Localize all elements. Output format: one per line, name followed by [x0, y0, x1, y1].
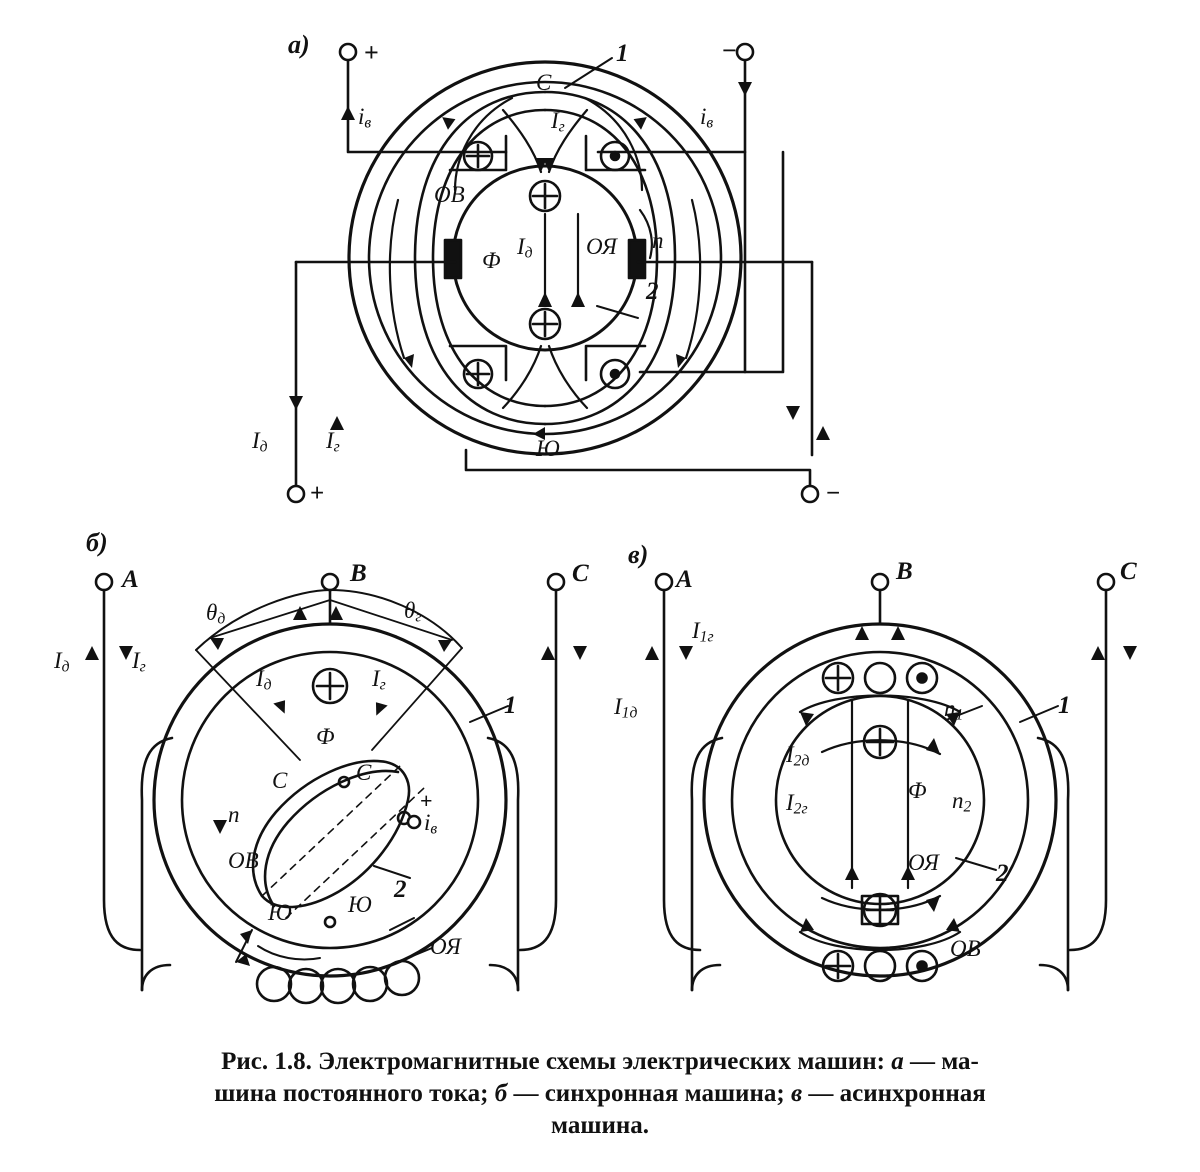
- panel-b-label-plus: +: [420, 788, 433, 813]
- panel-v-label-n1: $n_1$: [944, 696, 964, 724]
- caption-mark-a: а: [891, 1048, 904, 1075]
- panel-v-label-n2: $n_2$: [952, 788, 972, 816]
- panel-b-drawing: [85, 574, 587, 1003]
- panel-a-label-c: С: [536, 70, 552, 95]
- caption-line3: машина.: [550, 1112, 650, 1139]
- panel-b-label-theta-d: $\theta_д$: [206, 600, 226, 628]
- panel-b-label-ig-rotor: $I_г$: [372, 666, 386, 694]
- panel-a-label-n: n: [652, 228, 664, 253]
- panel-a-label-flux: $I_д$: [517, 234, 533, 262]
- panel-b-label-2: 2: [394, 876, 407, 903]
- panel-b-label-id-rotor: $I_д$: [256, 666, 272, 694]
- panel-v-label-2: 2: [996, 860, 1009, 887]
- caption-b-text: — синхронная машина;: [507, 1080, 791, 1107]
- panel-b-label-yu1: Ю: [268, 900, 292, 925]
- caption-line2-prefix: шина постоянного тока;: [214, 1080, 495, 1107]
- caption-line1-prefix: Рис. 1.8. Электромагнитные схемы электрических машин:: [221, 1048, 892, 1075]
- panel-v-label-ov: ОВ: [950, 936, 981, 961]
- panel-a-terminal-minus-top: −: [722, 36, 737, 65]
- panel-b-label-c2: С: [356, 760, 372, 785]
- panel-b-label-n: n: [228, 802, 240, 827]
- panel-v-label-oya: ОЯ: [908, 850, 939, 875]
- panel-b-label-1: 1: [504, 692, 517, 719]
- panel-v-terminal-c: С: [1120, 558, 1137, 585]
- panel-b-terminal-a: А: [122, 566, 139, 593]
- panel-b-terminal-b: В: [350, 560, 367, 587]
- panel-b-label-theta-g: $\theta_г$: [404, 598, 422, 626]
- panel-b-label-c1: С: [272, 768, 288, 793]
- panel-a-terminal-minus-bottom: −: [826, 480, 841, 507]
- caption-a-text: — ма-: [903, 1048, 979, 1075]
- panel-a-label-oya: ОЯ: [586, 234, 617, 259]
- panel-a-label-id-bottom: $I_д$: [252, 428, 268, 456]
- panel-v-terminal-b: В: [896, 558, 913, 585]
- panel-a-label-ov: ОВ: [434, 182, 465, 207]
- panel-a-label-iv-left: $i_в$: [358, 104, 372, 132]
- panel-v-label-flux: Ф: [908, 778, 927, 803]
- panel-v-drawing: [645, 574, 1137, 990]
- panel-b-tag: б): [86, 528, 108, 557]
- panel-a-label-ig-top: $I_г$: [551, 108, 565, 136]
- figure-caption: [50, 1046, 1150, 1142]
- panel-b-label-id: $I_д$: [54, 648, 70, 676]
- panel-v-label-i1g: $I_{1г}$: [692, 618, 714, 646]
- panel-v-label-1: 1: [1058, 692, 1071, 719]
- panel-v-tag: в): [628, 540, 649, 569]
- panel-v-label-i2d: $I_{2д}$: [786, 742, 810, 770]
- panel-b-label-flux: Ф: [316, 724, 335, 749]
- panel-b-terminal-c: С: [572, 560, 589, 587]
- panel-b-label-oya: ОЯ: [430, 934, 461, 959]
- panel-a-tag: а): [288, 30, 310, 59]
- panel-b-label-ov: ОВ: [228, 848, 259, 873]
- panel-v-label-i1d: $I_{1д}$: [614, 694, 638, 722]
- panel-a-label-yu: Ю: [536, 436, 560, 461]
- panel-v-label-i2g: $I_{2г}$: [786, 790, 808, 818]
- panel-a-label-phi: Ф: [482, 248, 501, 273]
- caption-v-text: — асинхронная: [802, 1080, 986, 1107]
- panel-a-label-iv-right: $i_в$: [700, 104, 714, 132]
- caption-mark-b: б: [494, 1080, 508, 1107]
- panel-b-label-iv: $i_в$: [424, 810, 438, 838]
- panel-a-terminal-plus-bottom: +: [310, 480, 325, 507]
- panel-a-label-2: 2: [646, 278, 659, 305]
- panel-b-label-yu2: Ю: [348, 892, 372, 917]
- panel-a-label-1: 1: [616, 40, 629, 67]
- panel-a-terminal-plus-top: +: [364, 38, 379, 67]
- panel-a-label-ig-bottom: $I_г$: [326, 428, 340, 456]
- panel-v-terminal-a: А: [676, 566, 693, 593]
- panel-b-label-ig: $I_г$: [132, 648, 146, 676]
- caption-mark-v: в: [790, 1080, 803, 1107]
